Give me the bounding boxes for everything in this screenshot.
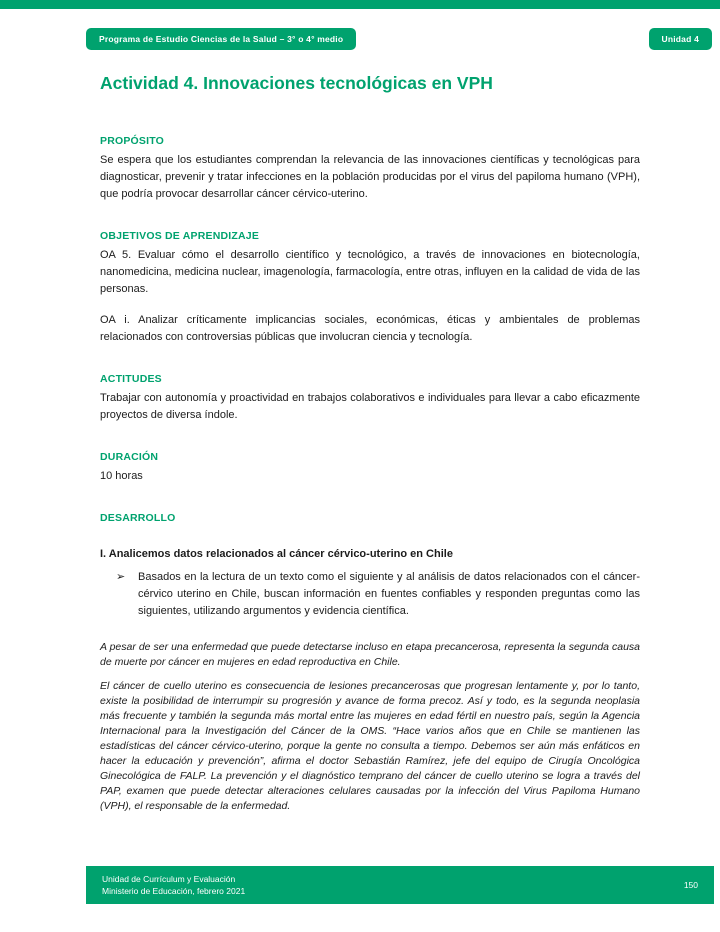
bullet-item xyxy=(100,569,640,620)
actitudes-text: Trabajar con autonomía y proactividad en trabajos colaborativos e individuales para llevar a cabo eficazmente proyectos de diversa índole. xyxy=(100,392,640,421)
objetivos-heading: OBJETIVOS DE APRENDIZAJE xyxy=(100,230,260,242)
footer-credits xyxy=(102,873,245,897)
desarrollo-subtitle: I. Analicemos datos relacionados al cáncer cérvico-uterino en Chile xyxy=(100,548,453,560)
proposito-text: Se espera que los estudiantes comprendan la relevancia de las innovaciones científicas y tecnológicas para diagnosticar, prevenir y tratar infecciones en la población producidas por el virus del papiloma humano (VPH), que podría provocar desarrollar cáncer cérvico-uterino. xyxy=(100,154,640,200)
quote-paragraph-1: A pesar de ser una enfermedad que puede detectarse incluso en etapa precancerosa, representa la segunda causa de muerte por cáncer en mujeres en edad reproductiva en Chile. xyxy=(100,641,640,668)
duracion-text: 10 horas xyxy=(100,470,143,482)
arrow-bullet-icon: ➢ xyxy=(116,571,126,583)
activity-title: Actividad 4. Innovaciones tecnológicas en VPH xyxy=(100,73,493,93)
program-badge: Programa de Estudio Ciencias de la Salud – 3° o 4° medio xyxy=(86,28,356,50)
quote-paragraph-2: El cáncer de cuello uterino es consecuencia de lesiones precancerosas que progresan lentamente y, por lo tanto, existe la posibilidad de interrumpir su progresión y avance de forma precoz. Así y todo, es la segunda neoplasia más frecuente y también la segunda más mortal entre las mujeres en edad fértil en nuestro país, según la Agencia Internacional para la Investigación del Cáncer de la OMS. “Hace varios años que en Chile se mantienen las estadísticas del cáncer cérvico-uterino, porque la gente no consulta a tiempo. Debemos ser aún más enfáticos en hacer la educación y prevención”, afirma el doctor Sebastián Ramírez, jefe del equipo de Cirugía Oncológica Ginecológica de FALP. La prevención y el diagnóstico temprano del cáncer de cuello uterino se logra a través del PAP, examen que puede detectar alteraciones celulares causadas por la infección del Virus Papiloma Humano (VPH), el responsable de la enfermedad. xyxy=(100,680,640,812)
proposito-heading: PROPÓSITO xyxy=(100,135,165,147)
unit-badge: Unidad 4 xyxy=(649,28,713,50)
objetivo-oai-text: OA i. Analizar críticamente implicancias sociales, económicas, éticas y ambientales de problemas relacionados con controversias públicas que involucran ciencia y tecnología. xyxy=(100,314,640,343)
bullet-item-text: Basados en la lectura de un texto como el siguiente y al análisis de datos relacionados con el cáncer-cérvico uterino en Chile, buscan información en fuentes confiables y responden preguntas como las siguientes, utilizando argumentos y evidencia científica. xyxy=(138,571,640,617)
actitudes-heading: ACTITUDES xyxy=(100,373,162,385)
page-number: 150 xyxy=(683,880,698,890)
objetivo-oa5-text: OA 5. Evaluar cómo el desarrollo científico y tecnológico, a través de innovaciones en biotecnología, nanomedicina, medicina nuclear, imagenología, farmacología, entre otras, influyen en la calidad de vida de las personas. xyxy=(100,249,640,295)
footer-bar xyxy=(86,866,714,904)
footer-line-1: Unidad de Currículum y Evaluación xyxy=(102,874,236,884)
duracion-heading: DURACIÓN xyxy=(100,451,159,463)
desarrollo-heading: DESARROLLO xyxy=(100,512,176,524)
footer-line-2: Ministerio de Educación, febrero 2021 xyxy=(102,886,246,896)
